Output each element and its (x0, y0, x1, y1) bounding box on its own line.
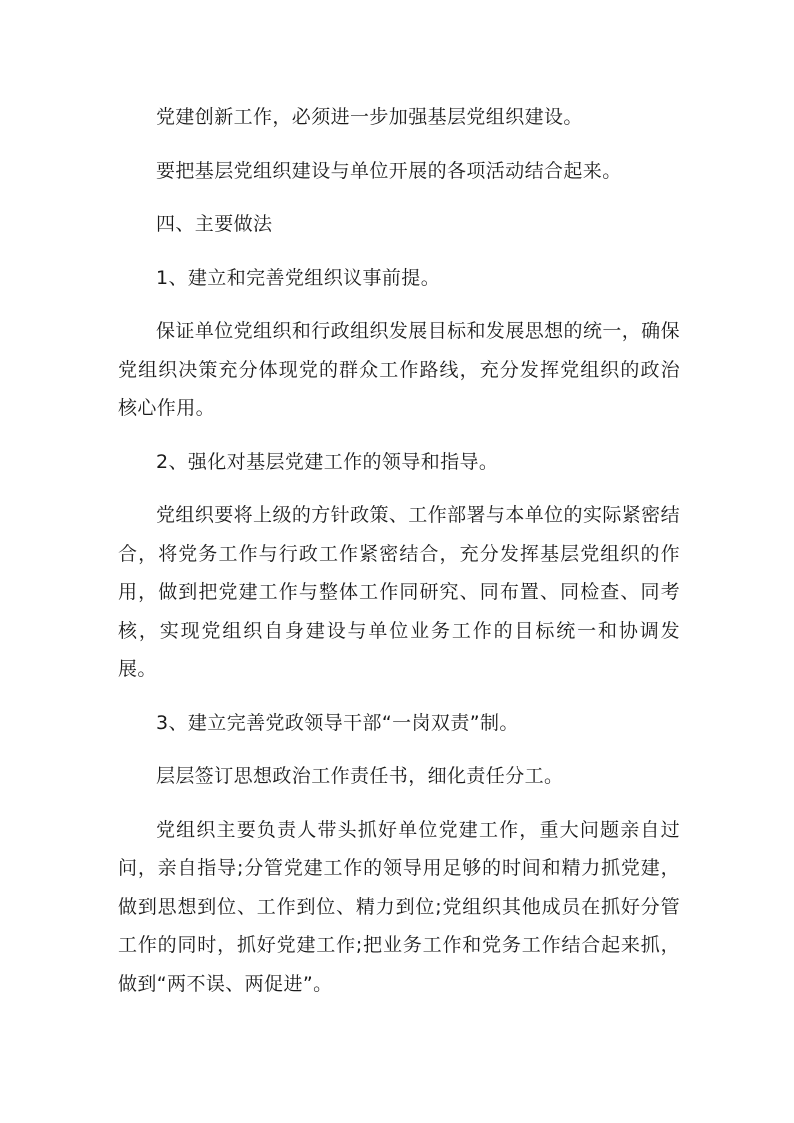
paragraph-intro-2: 要把基层党组织建设与单位开展的各项活动结合起来。 (156, 159, 622, 182)
paragraph-1-body: 保证单位党组织和行政组织发展目标和发展思想的统一，确保党组织决策充分体现党的群众工作路线，充分发挥党组织的政治核心作用。 (118, 320, 680, 419)
subheading-2: 2、强化对基层党建工作的领导和指导。 (156, 450, 499, 473)
document-body (118, 98, 680, 1018)
paragraph-3-body-1: 层层签订思想政治工作责任书，细化责任分工。 (156, 765, 564, 787)
subheading-3: 3、建立完善党政领导干部“一岗双责”制。 (156, 711, 519, 734)
paragraph-2-body: 党组织要将上级的方针政策、工作部署与本单位的实际紧密结合，将党务工作与行政工作紧密结合，充分发挥基层党组织的作用，做到把党建工作与整体工作同研究、同布置、同检查、同考核，实现党组织自身建设与单位业务工作的目标统一和协调发展。 (118, 504, 680, 680)
section-heading-main-practices: 四、主要做法 (156, 213, 273, 235)
subheading-1: 1、建立和完善党组织议事前提。 (156, 266, 441, 289)
paragraph-3-body-2: 党组织主要负责人带头抓好单位党建工作，重大问题亲自过问，亲自指导;分管党建工作的领导用足够的时间和精力抓党建，做到思想到位、工作到位、精力到位;党组织其他成员在抓好分管工作的同时，抓好党建工作;把业务工作和党务工作结合起来抓，做到“两不误、两促进”。 (118, 818, 680, 995)
paragraph-intro-1: 党建创新工作，必须进一步加强基层党组织建设。 (156, 106, 583, 128)
